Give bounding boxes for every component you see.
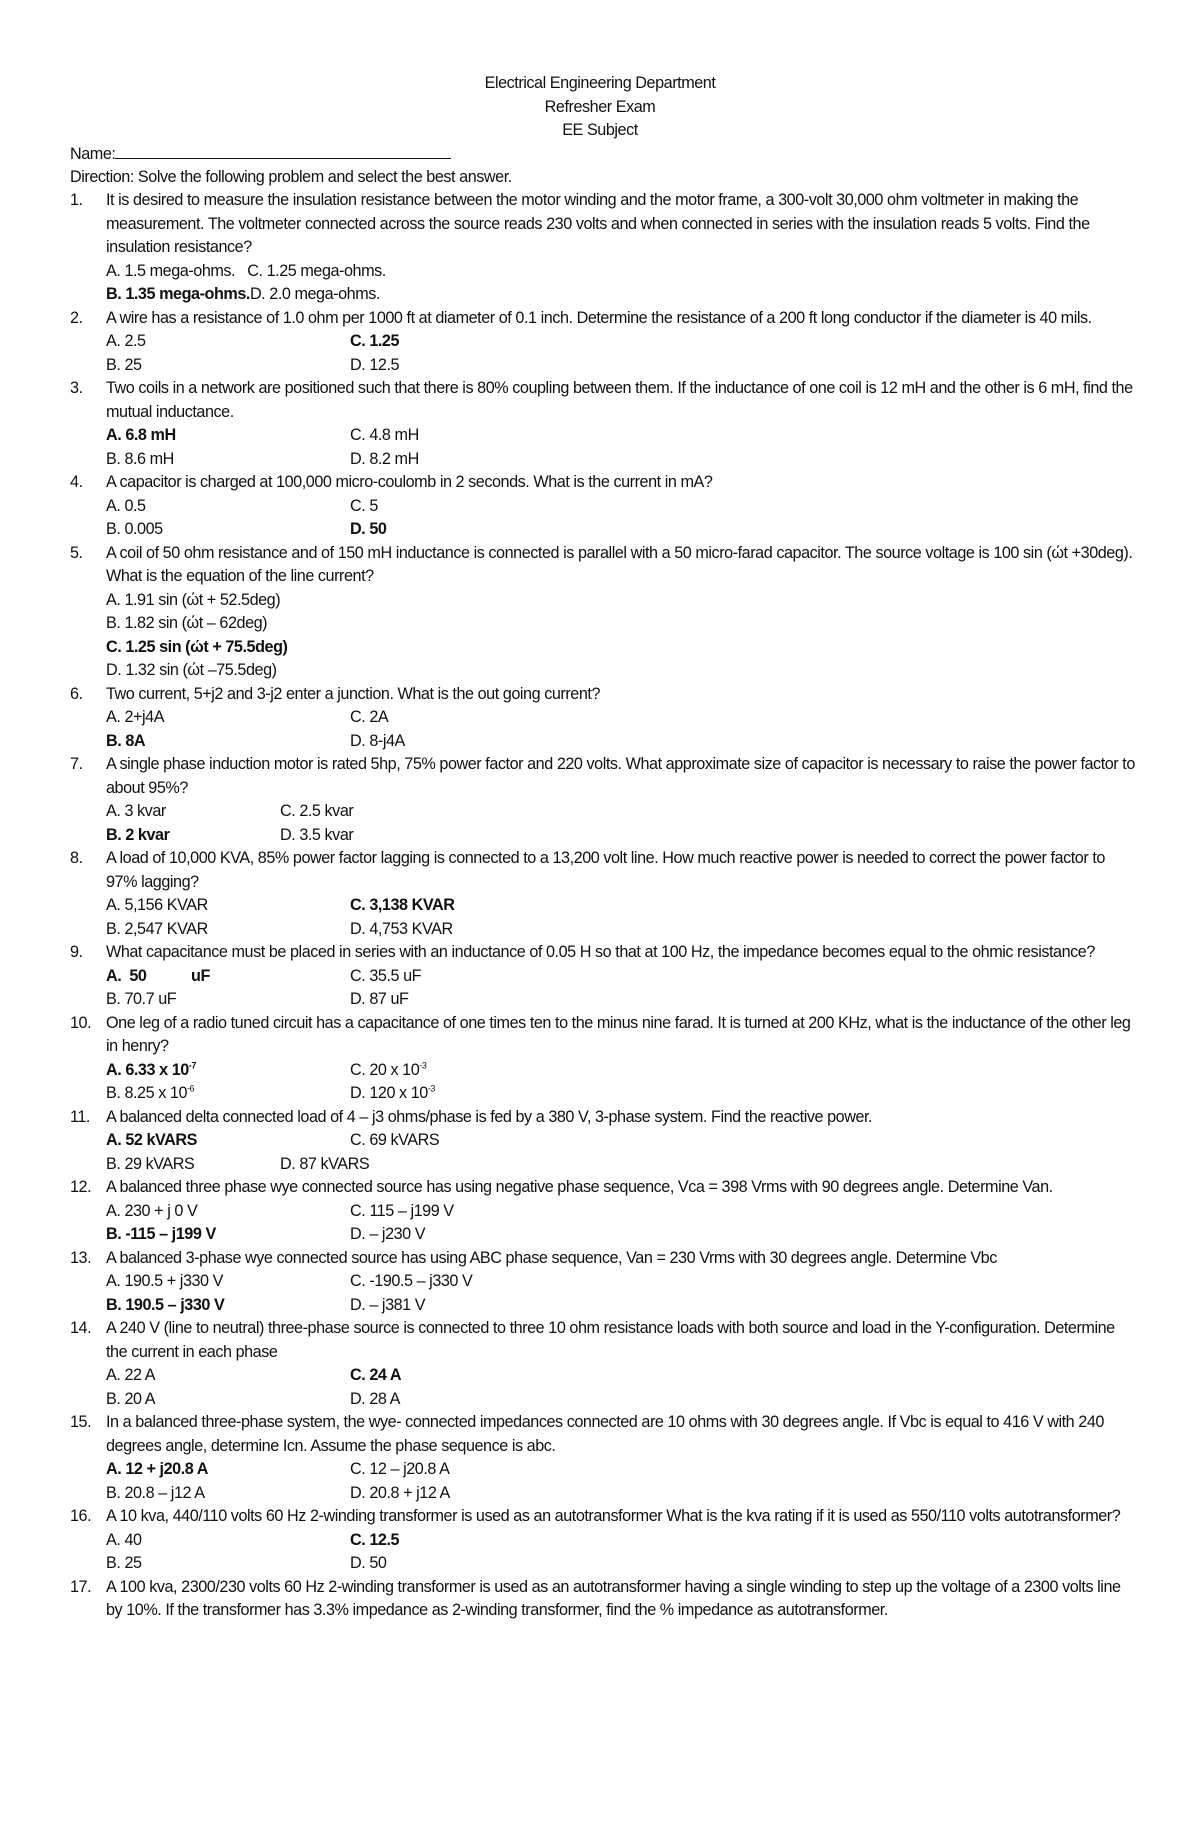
choice-c: C. 4.8 mH — [350, 426, 419, 444]
question-number: 2. — [70, 308, 83, 327]
choices — [106, 800, 1135, 847]
choice-c: C. 2.5 kvar — [280, 802, 354, 820]
choice-c-exponent: -3 — [419, 1060, 427, 1071]
choice-a: A. 0.5 — [106, 496, 146, 515]
name-row — [70, 143, 451, 167]
choice-b-answer: B. 190.5 – j330 V — [106, 1295, 225, 1314]
choice-a: A. 2+j4A — [106, 708, 165, 726]
choice-d-exponent: -3 — [427, 1083, 435, 1094]
question-4 — [70, 471, 1135, 542]
choice-a: A. 2.5 — [106, 332, 146, 350]
question-text: Two current, 5+j2 and 3-j2 enter a junction. What is the out going current? — [106, 684, 600, 703]
choice-d: D. 8-j4A — [350, 731, 405, 750]
choice-b-base: B. 8.25 x 10 — [106, 1084, 187, 1102]
direction-text: Direction: Solve the following problem and select the best answer. — [70, 168, 512, 186]
question-number: 3. — [70, 379, 83, 397]
choice-c: C. -190.5 – j330 V — [350, 1272, 473, 1290]
question-12 — [70, 1176, 1135, 1247]
choices — [106, 706, 1135, 753]
question-text: A load of 10,000 KVA, 85% power factor lagging is connected to a 13,200 volt line. How much reactive power is needed to correct the power factor to 97% lagging? — [106, 849, 1105, 891]
choices-row-2 — [106, 1153, 1135, 1177]
choice-b-answer: B. 2 kvar — [106, 825, 170, 844]
choice-d-base: D. 120 x 10 — [350, 1084, 428, 1102]
choice-d-answer: D. 50 — [350, 520, 387, 538]
choices — [106, 894, 1135, 941]
choice-a: A. 230 + j 0 V — [106, 1201, 198, 1220]
choice-b — [106, 1082, 350, 1106]
question-8 — [70, 847, 1135, 941]
question-number: 8. — [70, 849, 83, 867]
choice-c-answer: C. 1.25 — [350, 332, 400, 350]
question-5 — [70, 542, 1135, 683]
choice-b: B. 1.82 sin (ώt – 62deg) — [106, 614, 268, 632]
choice-d: D. – j230 V — [350, 1225, 426, 1243]
choice-a-base: A. 6.33 x 10 — [106, 1060, 189, 1079]
question-number: 9. — [70, 943, 83, 961]
question-list — [70, 189, 1135, 1623]
choice-c — [350, 1059, 1135, 1083]
choice-c: C. 1.25 mega-ohms. — [247, 261, 386, 280]
choice-a: A. 22 A — [106, 1366, 156, 1384]
choices — [106, 589, 1135, 683]
question-text: One leg of a radio tuned circuit has a capacitance of one times ten to the minus nine farad. It is turned at 200 KHz, what is the inductance of the other leg in henry? — [106, 1013, 1131, 1055]
question-number: 17. — [70, 1577, 92, 1596]
choice-b: B. 20.8 – j12 A — [106, 1483, 205, 1502]
choice-c: C. 115 – j199 V — [350, 1201, 454, 1220]
choice-d: D. 1.32 sin (ώt –75.5deg) — [106, 661, 277, 679]
choice-a: A. 1.91 sin (ώt + 52.5deg) — [106, 590, 281, 609]
choice-a-answer: A. 52 kVARS — [106, 1131, 198, 1149]
question-7 — [70, 753, 1135, 847]
choices — [106, 1458, 1135, 1505]
question-number: 10. — [70, 1013, 92, 1032]
choices — [106, 424, 1135, 471]
question-text: A coil of 50 ohm resistance and of 150 mH inductance is connected is parallel with a 50 micro-farad capacitor. The source voltage is 100 sin (ώt +30deg). What is the equation of the line current? — [106, 543, 1133, 585]
choice-c: C. 5 — [350, 496, 378, 515]
choice-d — [350, 1082, 1135, 1106]
question-1 — [70, 189, 1135, 307]
subject-title: EE Subject — [562, 121, 638, 139]
choice-c: C. 12 – j20.8 A — [350, 1460, 450, 1478]
choice-c: C. 35.5 uF — [350, 966, 422, 985]
choice-b: B. 2,547 KVAR — [106, 919, 208, 938]
choices — [106, 495, 1135, 542]
question-number: 6. — [70, 684, 83, 703]
choice-c-answer: C. 1.25 sin (ώt + 75.5deg) — [106, 637, 288, 656]
choice-c-answer: C. 3,138 KVAR — [350, 896, 455, 914]
choices — [106, 1270, 1135, 1317]
question-number: 15. — [70, 1413, 92, 1431]
choices — [106, 965, 1135, 1012]
choice-b-answer: B. 1.35 mega-ohms. — [106, 285, 250, 303]
choice-c-answer: C. 24 A — [350, 1366, 402, 1384]
question-3 — [70, 377, 1135, 471]
choice-d: D. – j381 V — [350, 1295, 426, 1314]
choices — [106, 1364, 1135, 1411]
question-16 — [70, 1505, 1135, 1576]
choice-c: C. 2A — [350, 708, 389, 726]
question-text: It is desired to measure the insulation resistance between the motor winding and the motor frame, a 300-volt 30,000 ohm voltmeter in making the measurement. The voltmeter connected across the source reads 230 volts and when connected in series with the insulation reads 5 volts. Find the insulation resistance? — [106, 191, 1090, 256]
choices-row-2 — [106, 283, 1135, 307]
choice-c-answer: C. 12.5 — [350, 1530, 400, 1549]
question-number: 16. — [70, 1507, 92, 1525]
question-15 — [70, 1411, 1135, 1505]
exam-header — [0, 72, 1200, 143]
choice-a-exponent: -7 — [188, 1060, 196, 1071]
choice-b-answer: B. -115 – j199 V — [106, 1225, 216, 1243]
question-text: A 240 V (line to neutral) three-phase source is connected to three 10 ohm resistance loads with both source and load in the Y-configuration. Determine the current in each phase — [106, 1319, 1115, 1361]
choice-d: D. 28 A — [350, 1389, 400, 1408]
choice-d: D. 8.2 mH — [350, 449, 419, 468]
question-text: A 10 kva, 440/110 volts 60 Hz 2-winding transformer is used as an autotransformer What is the kva rating if it is used as 550/110 volts autotransformer? — [106, 1507, 1121, 1525]
choice-d: D. 3.5 kvar — [280, 825, 354, 844]
name-blank-line — [115, 144, 451, 159]
question-number: 12. — [70, 1178, 92, 1196]
choice-a-answer: A. 6.8 mH — [106, 426, 176, 444]
choice-a-answer — [106, 1059, 350, 1083]
department-title: Electrical Engineering Department — [484, 74, 716, 92]
choice-b: B. 29 kVARS — [106, 1154, 195, 1173]
question-text: A single phase induction motor is rated 5hp, 75% power factor and 220 volts. What approximate size of capacitor is necessary to raise the power factor to about 95%? — [106, 755, 1135, 797]
question-text: A balanced three phase wye connected source has using negative phase sequence, Vca = 398 Vrms with 90 degrees angle. Determine Van. — [106, 1178, 1053, 1196]
choice-b: B. 25 — [106, 1554, 142, 1572]
choice-d: D. 4,753 KVAR — [350, 919, 453, 938]
question-number: 4. — [70, 473, 83, 491]
question-text: A balanced delta connected load of 4 – j3 ohms/phase is fed by a 380 V, 3-phase system. Find the reactive power. — [106, 1107, 873, 1126]
choices — [106, 1059, 1135, 1106]
question-10 — [70, 1012, 1135, 1106]
question-text: A 100 kva, 2300/230 volts 60 Hz 2-winding transformer is used as an autotransformer having a single winding to step up the voltage of a 2300 volts line by 10%. If the transformer has 3.3% impedance as 2-winding transformer, find the % impedance as autotransformer. — [106, 1577, 1121, 1619]
choice-b: B. 0.005 — [106, 520, 163, 538]
question-number: 11. — [70, 1107, 90, 1126]
choice-d: D. 87 uF — [350, 990, 409, 1008]
question-text: What capacitance must be placed in series with an inductance of 0.05 H so that at 100 Hz, the impedance becomes equal to the ohmic resistance? — [106, 943, 1095, 961]
question-number: 1. — [70, 191, 83, 209]
choices — [106, 1129, 1135, 1153]
question-text: A balanced 3-phase wye connected source has using ABC phase sequence, Van = 230 Vrms with 30 degrees angle. Determine Vbc — [106, 1248, 997, 1267]
question-number: 7. — [70, 755, 83, 773]
question-text: In a balanced three-phase system, the wye- connected impedances connected are 10 ohms with 30 degrees angle. If Vbc is equal to 416 V with 240 degrees angle, determine Icn. Assume the phase sequence is abc. — [106, 1413, 1104, 1455]
choice-b-exponent: -6 — [187, 1083, 195, 1094]
exam-title: Refresher Exam — [544, 97, 656, 116]
choice-c: C. 69 kVARS — [350, 1131, 440, 1149]
question-number: 13. — [70, 1248, 92, 1267]
question-9 — [70, 941, 1135, 1012]
question-number: 14. — [70, 1319, 92, 1337]
choice-d: D. 87 kVARS — [280, 1154, 370, 1173]
choices — [106, 1529, 1135, 1576]
choice-c-base: C. 20 x 10 — [350, 1060, 420, 1079]
choice-d: D. 50 — [350, 1554, 387, 1572]
name-label: Name: — [70, 145, 116, 163]
question-text: Two coils in a network are positioned such that there is 80% coupling between them. If the inductance of one coil is 12 mH and the other is 6 mH, find the mutual inductance. — [106, 379, 1133, 421]
choices-row-1 — [106, 260, 1135, 284]
question-2 — [70, 307, 1135, 378]
choices — [106, 1200, 1135, 1247]
choice-d: D. 2.0 mega-ohms. — [249, 285, 380, 303]
question-13 — [70, 1247, 1135, 1318]
choice-d: D. 20.8 + j12 A — [350, 1483, 450, 1502]
question-text: A capacitor is charged at 100,000 micro-coulomb in 2 seconds. What is the current in mA? — [106, 473, 713, 491]
choice-a-answer: A. 50 uF — [106, 966, 210, 985]
choices — [106, 330, 1135, 377]
choice-a: A. 40 — [106, 1530, 142, 1549]
question-text: A wire has a resistance of 1.0 ohm per 1000 ft at diameter of 0.1 inch. Determine the resistance of a 200 ft long conductor if the diameter is 40 mils. — [106, 308, 1092, 327]
choice-b-answer: B. 8A — [106, 731, 146, 750]
choice-a: A. 1.5 mega-ohms. — [106, 261, 236, 280]
choice-a: A. 5,156 KVAR — [106, 896, 208, 914]
question-number: 5. — [70, 543, 83, 562]
choice-d: D. 12.5 — [350, 355, 400, 374]
choice-b: B. 70.7 uF — [106, 990, 177, 1008]
question-6 — [70, 683, 1135, 754]
choice-b: B. 25 — [106, 355, 142, 374]
choice-a: A. 3 kvar — [106, 802, 166, 820]
choice-a-answer: A. 12 + j20.8 A — [106, 1460, 208, 1478]
choice-a: A. 190.5 + j330 V — [106, 1272, 223, 1290]
question-17 — [70, 1576, 1135, 1623]
question-11 — [70, 1106, 1135, 1177]
question-14 — [70, 1317, 1135, 1411]
choice-b: B. 8.6 mH — [106, 449, 174, 468]
choice-b: B. 20 A — [106, 1389, 156, 1408]
